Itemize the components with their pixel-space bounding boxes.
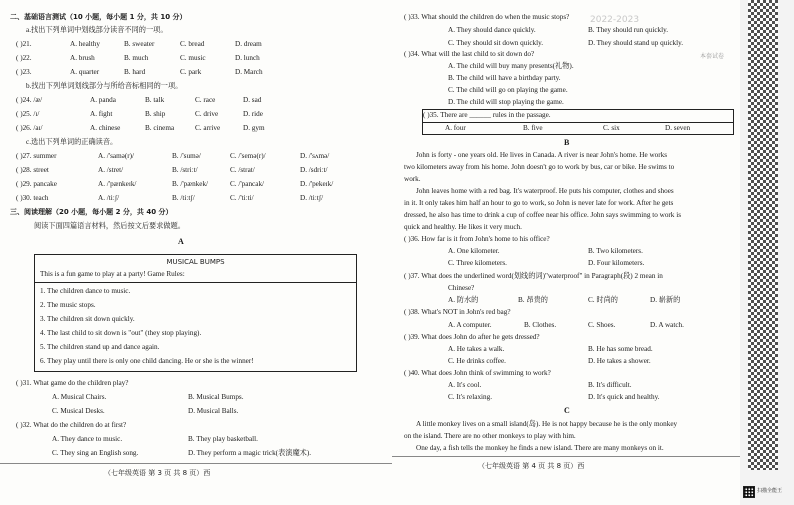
question-36: ( )36. How far is it from John's home to his office? — [404, 235, 550, 243]
option-d: D. dream — [235, 40, 262, 48]
question-38: ( )38. What's NOT in John's red bag? — [404, 308, 511, 316]
option-d: D. lunch — [235, 54, 260, 62]
rules-box-intro: This is a fun game to play at a party! Game Rules: — [40, 270, 185, 278]
question-32: ( )32. What do the children do at first? — [16, 421, 127, 429]
q-number: ( )26. /aɪ/ — [16, 124, 43, 132]
qr-code-icon — [743, 486, 755, 498]
passage-b-line: in it. It only takes him half an hour to go to work, so John is never late for work. After he gets — [404, 199, 674, 207]
q40-option-d: D. It's quick and healthy. — [588, 393, 660, 401]
q38-option-b: B. Clothes. — [524, 321, 557, 329]
option-a: A. panda — [90, 96, 116, 104]
passage-c-line: A little monkey lives on a small island(岛). He is not happy because he is the only monkey — [416, 420, 678, 428]
passage-c-line: One day, a fish tells the monkey he finds a new island. There are many monkeys on it. — [416, 444, 664, 452]
option-b: B. ship — [145, 110, 166, 118]
q35-option-a: A. four — [445, 124, 466, 132]
option-d: D. gym — [243, 124, 265, 132]
q35-option-c: C. six — [603, 124, 620, 132]
option-b: B. much — [124, 54, 149, 62]
option-a: A. /'pænkeɪk/ — [98, 180, 137, 188]
passage-b-line: quick and healthy. He likes it very much. — [404, 223, 522, 231]
passage-c-heading: C — [564, 406, 570, 415]
option-c: C. drive — [195, 110, 219, 118]
left-page — [0, 0, 392, 505]
option-a: A. chinese — [90, 124, 121, 132]
q36-option-c: C. Three kilometers. — [448, 259, 507, 267]
question-34: ( )34. What will the last child to sit down do? — [404, 50, 535, 58]
q-number: ( )24. /æ/ — [16, 96, 43, 104]
q40-option-c: C. It's relaxing. — [448, 393, 493, 401]
q-number: ( )27. summer — [16, 152, 57, 160]
option-b: B. /'pænkek/ — [172, 180, 209, 188]
q31-option-c: C. Musical Desks. — [52, 407, 105, 415]
q40-option-a: A. It's cool. — [448, 381, 482, 389]
option-b: B. talk — [145, 96, 165, 104]
footer-divider — [0, 463, 392, 464]
sub-b-instruction: b.找出下列单词划线部分与所给音标相同的一项。 — [26, 82, 183, 90]
scanner-label: 扫描全能王 — [757, 488, 783, 494]
rules-divider — [35, 282, 356, 283]
page-footer: （七年级英语 第 4 页 共 8 页）西 — [478, 462, 585, 470]
checker-pattern — [748, 0, 778, 470]
question-35-box — [422, 109, 734, 135]
passage-b-line: work. — [404, 175, 421, 183]
rules-box-title: MUSICAL BUMPS — [166, 258, 225, 266]
passage-b-line: John is forty - one years old. He lives in Canada. A river is near John's home. He works — [416, 151, 668, 159]
q32-option-c: C. They sing an English song. — [52, 449, 139, 457]
watermark-text: 2022-2023 — [590, 15, 640, 25]
rule-item: 4. The last child to sit down is "out" (they stop playing). — [40, 329, 202, 337]
q-number: ( )23. — [16, 68, 32, 76]
sub-a-instruction: a.找出下列单词中划线部分读音不同的一项。 — [26, 26, 168, 34]
q35-option-b: B. five — [523, 124, 543, 132]
page-footer: （七年级英语 第 3 页 共 8 页）西 — [104, 469, 211, 477]
option-d: D. /sdriːt/ — [300, 166, 328, 174]
option-b: B. /striːt/ — [172, 166, 198, 174]
q37-option-c: C. 时尚的 — [588, 296, 618, 304]
passage-b-line: dressed, he also has time to drink a cup of coffee near his office. John says swimming to work is — [404, 211, 681, 219]
option-d: D. ride — [243, 110, 263, 118]
option-d: D. March — [235, 68, 263, 76]
option-a: A. /stret/ — [98, 166, 124, 174]
option-d: D. /'pekeɪk/ — [300, 180, 334, 188]
q35-option-d: D. seven — [665, 124, 691, 132]
question-37-continued: Chinese? — [448, 284, 475, 292]
passage-b-heading: B — [564, 138, 570, 147]
q-number: ( )21. — [16, 40, 32, 48]
q33-option-b: B. They should run quickly. — [588, 26, 669, 34]
q32-option-b: B. They play basketball. — [188, 435, 258, 443]
q33-option-c: C. They should sit down quickly. — [448, 39, 544, 47]
q34-option-d: D. The child will stop playing the game. — [448, 98, 564, 106]
option-c: C. bread — [180, 40, 205, 48]
question-40: ( )40. What does John think of swimming to work? — [404, 369, 551, 377]
option-c: C. /'semə(r)/ — [230, 152, 266, 160]
q40-option-b: B. It's difficult. — [588, 381, 632, 389]
q34-option-c: C. The child will go on playing the game. — [448, 86, 568, 94]
option-c: C. arrive — [195, 124, 221, 132]
watermark — [506, 14, 736, 44]
question-37: ( )37. What does the underlined word(划线的词)"waterproof" in Paragraph(段) 2 mean in — [404, 272, 663, 280]
section-3-instruction: 阅读下面四篇语言材料，然后按文后要求做题。 — [34, 222, 185, 230]
right-page — [392, 0, 740, 505]
q39-option-b: B. He has some bread. — [588, 345, 653, 353]
option-b: B. hard — [124, 68, 146, 76]
q32-option-d: D. They perform a magic trick(表演魔术). — [188, 449, 312, 457]
q34-option-a: A. The child will buy many presents(礼物). — [448, 62, 574, 70]
option-d: D. /tiːtʃ/ — [300, 194, 324, 202]
option-a: A. brush — [70, 54, 95, 62]
q31-option-d: D. Musical Balls. — [188, 407, 239, 415]
q38-option-c: C. Shoes. — [588, 321, 616, 329]
q-number: ( )25. /ɪ/ — [16, 110, 40, 118]
rule-item: 3. The children sit down quickly. — [40, 315, 135, 323]
rule-item: 5. The children stand up and dance again. — [40, 343, 160, 351]
question-31: ( )31. What game do the children play? — [16, 379, 129, 387]
passage-b-line: John leaves home with a red bag. It's waterproof. He puts his computer, clothes and shoes — [416, 187, 674, 195]
question-39: ( )39. What does John do after he gets dressed? — [404, 333, 540, 341]
option-b: B. /tiːtʃ/ — [172, 194, 195, 202]
sub-c-instruction: c.选出下列单词的正确读音。 — [26, 138, 118, 146]
q31-option-a: A. Musical Chairs. — [52, 393, 107, 401]
q31-option-b: B. Musical Bumps. — [188, 393, 244, 401]
option-c: C. race — [195, 96, 216, 104]
q-number: ( )29. pancake — [16, 180, 57, 188]
rule-item: 6. They play until there is only one child dancing. He or she is the winner! — [40, 357, 254, 365]
option-a: A. /tiːʃ/ — [98, 194, 120, 202]
option-c: C. /strat/ — [230, 166, 255, 174]
q36-option-d: D. Four kilometers. — [588, 259, 645, 267]
binding-strip — [740, 0, 794, 505]
rule-item: 2. The music stops. — [40, 301, 96, 309]
q36-option-b: B. Two kilometers. — [588, 247, 643, 255]
q-number: ( )28. street — [16, 166, 49, 174]
footer-divider — [392, 456, 740, 457]
option-b: B. /'sumə/ — [172, 152, 201, 160]
q34-option-b: B. The child will have a birthday party. — [448, 74, 561, 82]
section-2-title: 二、基础语言测试（10 小题，每小题 1 分，共 10 分） — [10, 13, 187, 21]
passage-c-line: on the island. There are no other monkeys to play with him. — [404, 432, 576, 440]
q35-divider — [423, 122, 733, 123]
q-number: ( )30. teach — [16, 194, 49, 202]
option-b: B. sweater — [124, 40, 155, 48]
option-a: A. fight — [90, 110, 113, 118]
q36-option-a: A. One kilometer. — [448, 247, 500, 255]
stamp: 本套试卷 — [700, 53, 725, 60]
option-d: D. sad — [243, 96, 262, 104]
option-c: C. park — [180, 68, 202, 76]
option-d: D. /'sʌmə/ — [300, 152, 330, 160]
q37-option-b: B. 昂贵的 — [518, 296, 548, 304]
passage-b-line: two kilometers away from his home. John doesn't go to work by bus, car or bike. He swims to — [404, 163, 675, 171]
option-a: A. /'samə(r)/ — [98, 152, 135, 160]
section-3-title: 三、阅读理解（20 小题，每小题 2 分，共 40 分） — [10, 208, 173, 216]
game-rules-box — [34, 254, 357, 372]
option-a: A. quarter — [70, 68, 100, 76]
q-number: ( )22. — [16, 54, 32, 62]
question-35: ( )35. There are ______ rules in the passage. — [423, 111, 551, 119]
rule-item: 1. The children dance to music. — [40, 287, 131, 295]
q32-option-a: A. They dance to music. — [52, 435, 123, 443]
passage-a-heading: A — [178, 237, 184, 246]
option-c: C. /'tiːti/ — [230, 194, 254, 202]
q33-option-a: A. They should dance quickly. — [448, 26, 536, 34]
q39-option-d: D. He takes a shower. — [588, 357, 651, 365]
q38-option-d: D. A watch. — [650, 321, 684, 329]
q37-option-a: A. 防水的 — [448, 296, 479, 304]
q37-option-d: D. 崭新的 — [650, 296, 681, 304]
option-c: C. music — [180, 54, 206, 62]
q39-option-c: C. He drinks coffee. — [448, 357, 506, 365]
q39-option-a: A. He takes a walk. — [448, 345, 505, 353]
question-33: ( )33. What should the children do when the music stops? — [404, 13, 570, 21]
q33-option-d: D. They should stand up quickly. — [588, 39, 684, 47]
option-b: B. cinema — [145, 124, 175, 132]
q38-option-a: A. A computer. — [448, 321, 492, 329]
option-c: C. /'pancak/ — [230, 180, 265, 188]
option-a: A. healthy — [70, 40, 100, 48]
